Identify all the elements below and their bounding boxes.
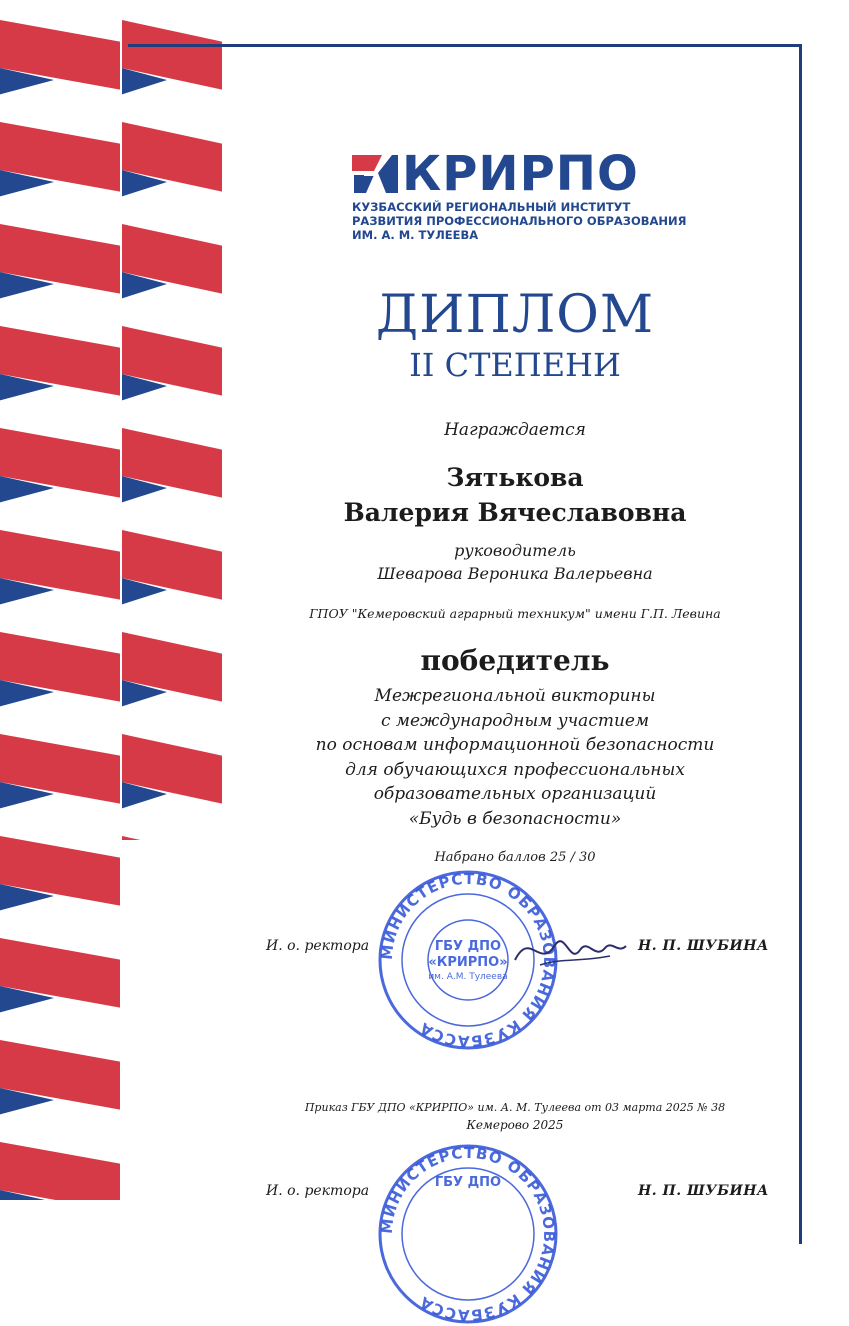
stamp-outer-text: МИНИСТЕРСТВО ОБРАЗОВАНИЯ КУЗБАССА: [377, 869, 559, 1051]
pattern-red-band: [122, 836, 222, 906]
signatory-name: Н. П. ШУБИНА: [638, 1183, 769, 1199]
logo-subtitle-line: РАЗВИТИЯ ПРОФЕССИОНАЛЬНОГО ОБРАЗОВАНИЯ: [352, 214, 687, 228]
signatory-name: Н. П. ШУБИНА: [638, 938, 769, 954]
certificate-content: [230, 0, 849, 1325]
city-year: Кемерово 2025: [466, 1118, 564, 1132]
stamp-line-2: «КРИРПО»: [428, 955, 508, 970]
diploma-degree: II СТЕПЕНИ: [409, 346, 621, 384]
institution-name: ГПОУ "Кемеровский аграрный техникум" имени Г.П. Левина: [309, 606, 721, 621]
award-status: победитель: [420, 644, 610, 677]
stamp-line-3: им. А.М. Тулеева: [428, 972, 508, 982]
event-line: «Будь в безопасности»: [408, 808, 622, 829]
event-line: с международным участием: [380, 710, 650, 731]
event-line: образовательных организаций: [373, 784, 657, 804]
supervisor-name: Шеварова Вероника Валерьевна: [377, 564, 653, 583]
official-stamp-repeat: [376, 1142, 560, 1326]
awarded-label: Награждается: [444, 420, 586, 440]
event-description: [230, 684, 800, 831]
supervisor-label: руководитель: [454, 541, 576, 560]
event-line: по основам информационной безопасности: [315, 735, 715, 755]
stamp-line-1: ГБУ ДПО: [434, 939, 502, 954]
logo-subtitle-line: ИМ. А. М. ТУЛЕЕВА: [352, 228, 479, 242]
diploma-title: ДИПЛОМ: [375, 285, 655, 345]
recipient-given-names: Валерия Вячеславовна: [343, 498, 687, 527]
signature-row-repeat: [230, 1183, 800, 1207]
score-text: Набрано баллов 25 / 30: [434, 850, 596, 865]
kripo-logo: [352, 146, 687, 242]
stamp-line-1: ГБУ ДПО: [434, 1175, 502, 1190]
logo-subtitle-line: КУЗБАССКИЙ РЕГИОНАЛЬНЫЙ ИНСТИТУТ: [352, 200, 631, 214]
order-reference: Приказ ГБУ ДПО «КРИРПО» им. А. М. Тулеева от 03 марта 2025 № 38: [304, 1101, 726, 1114]
event-line: для обучающихся профессиональных: [345, 759, 685, 780]
decorative-pattern: [0, 0, 230, 1200]
recipient-surname: Зятькова: [446, 463, 584, 492]
signature-row: [230, 938, 800, 962]
pattern-blue-triangle: [122, 884, 167, 910]
signatory-role: И. о. ректора: [266, 938, 370, 954]
stamp-outer-text: МИНИСТЕРСТВО ОБРАЗОВАНИЯ КУЗБАССА: [377, 1143, 559, 1325]
event-line: Межрегиональной викторины: [374, 686, 656, 706]
logo-wordmark: КРИРПО: [402, 146, 639, 202]
signatory-role: И. о. ректора: [266, 1183, 370, 1199]
logo-subtitle: [352, 200, 687, 242]
kripo-emblem-icon: [352, 151, 398, 197]
pattern-red-band: [0, 1142, 120, 1200]
